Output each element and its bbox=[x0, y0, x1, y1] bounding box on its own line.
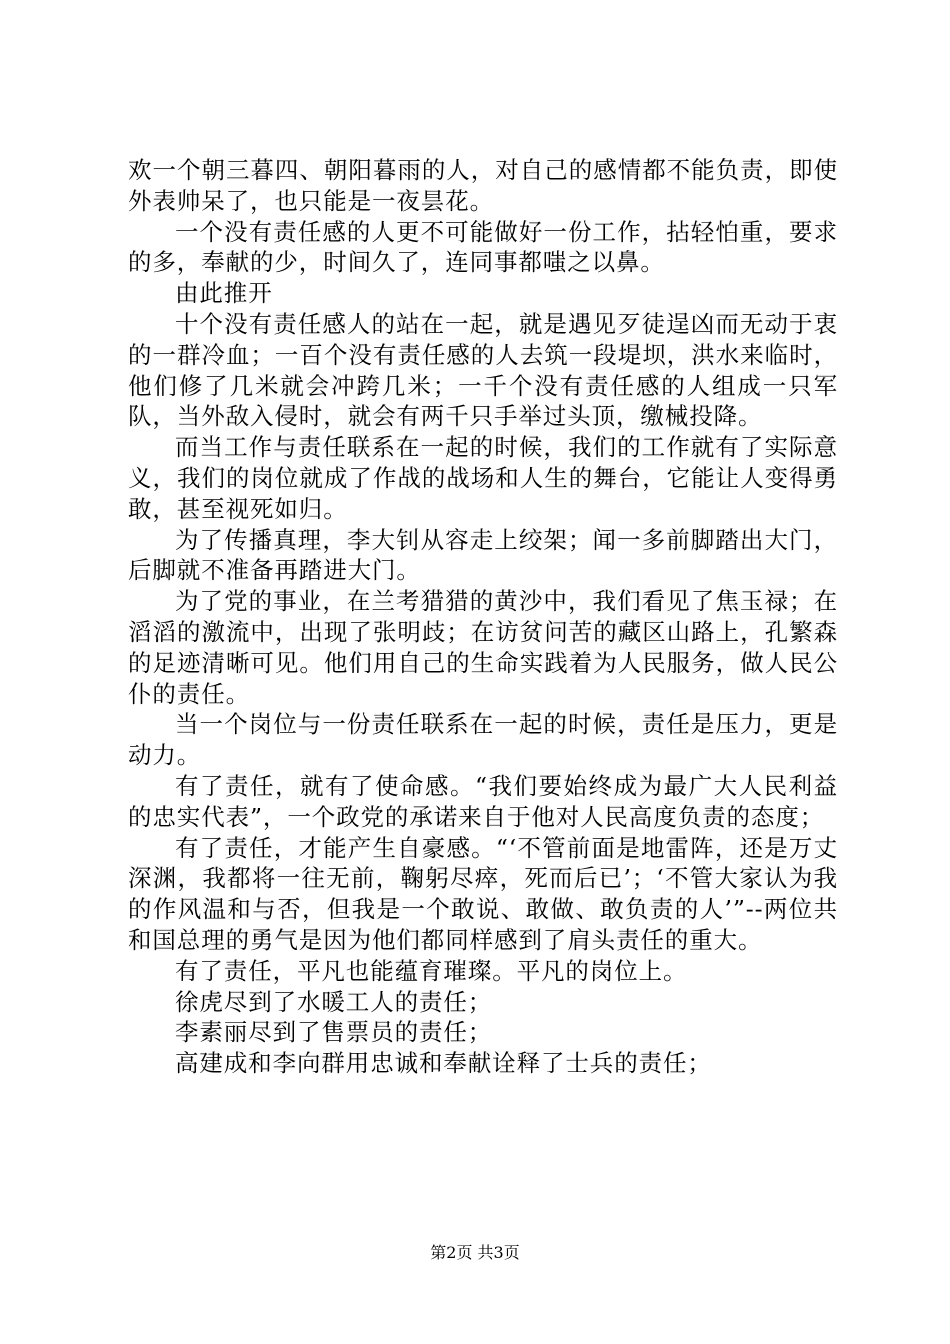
paragraph: 十个没有责任感人的站在一起，就是遇见歹徒逞凶而无动于衷的一群冷血；一百个没有责任感的人去筑一段堤坝，洪水来临时，他们修了几米就会冲跨几米；一千个没有责任感的人组成一只军队，当外敌入侵时，就会有两千只手举过头顶，缴械投降。 bbox=[128, 309, 838, 431]
paragraph: 为了党的事业，在兰考猎猎的黄沙中，我们看见了焦玉禄；在滔滔的激流中，出现了张明歧；在访贫问苦的藏区山路上，孔繁森的足迹清晰可见。他们用自己的生命实践着为人民服务，做人民公仆的责任。 bbox=[128, 587, 838, 708]
paragraph: 徐虎尽到了水暖工人的责任； bbox=[175, 987, 493, 1016]
paragraph: 有了责任，就有了使命感。“我们要始终成为最广大人民利益的忠实代表”，一个政党的承诺来自于他对人民高度负责的态度； bbox=[128, 771, 838, 831]
document-body bbox=[128, 155, 838, 1079]
paragraph: 高建成和李向群用忠诚和奉献诠释了士兵的责任； bbox=[175, 1049, 712, 1078]
paragraph: 欢一个朝三暮四、朝阳暮雨的人，对自己的感情都不能负责，即使外表帅呆了，也只能是一夜昙花。 bbox=[128, 156, 838, 215]
paragraph: 一个没有责任感的人更不可能做好一份工作，拈轻怕重，要求的多，奉献的少，时间久了，连同事都嗤之以鼻。 bbox=[128, 217, 838, 277]
paragraph: 为了传播真理，李大钊从容走上绞架；闻一多前脚踏出大门，后脚就不准备再踏进大门。 bbox=[128, 525, 838, 585]
page-number-footer: 第2页 共3页 bbox=[430, 1243, 520, 1262]
paragraph: 有了责任，平凡也能蕴育璀璨。平凡的岗位上。 bbox=[175, 956, 688, 985]
paragraph: 而当工作与责任联系在一起的时候，我们的工作就有了实际意义，我们的岗位就成了作战的战场和人生的舞台，它能让人变得勇敢，甚至视死如归。 bbox=[128, 433, 838, 523]
paragraph: 有了责任，才能产生自豪感。“‘不管前面是地雷阵，还是万丈深渊，我都将一往无前，鞠躬尽瘁，死而后已’；‘不管大家认为我的作风温和与否，但我是一个敢说、敢做、敢负责的人’”--两位共和国总理的勇气是因为他们都同样感到了肩头责任的重大。 bbox=[128, 833, 838, 954]
paragraph: 当一个岗位与一份责任联系在一起的时候，责任是压力，更是动力。 bbox=[128, 710, 838, 770]
paragraph: 由此推开 bbox=[175, 279, 273, 308]
paragraph: 李素丽尽到了售票员的责任； bbox=[175, 1018, 493, 1047]
